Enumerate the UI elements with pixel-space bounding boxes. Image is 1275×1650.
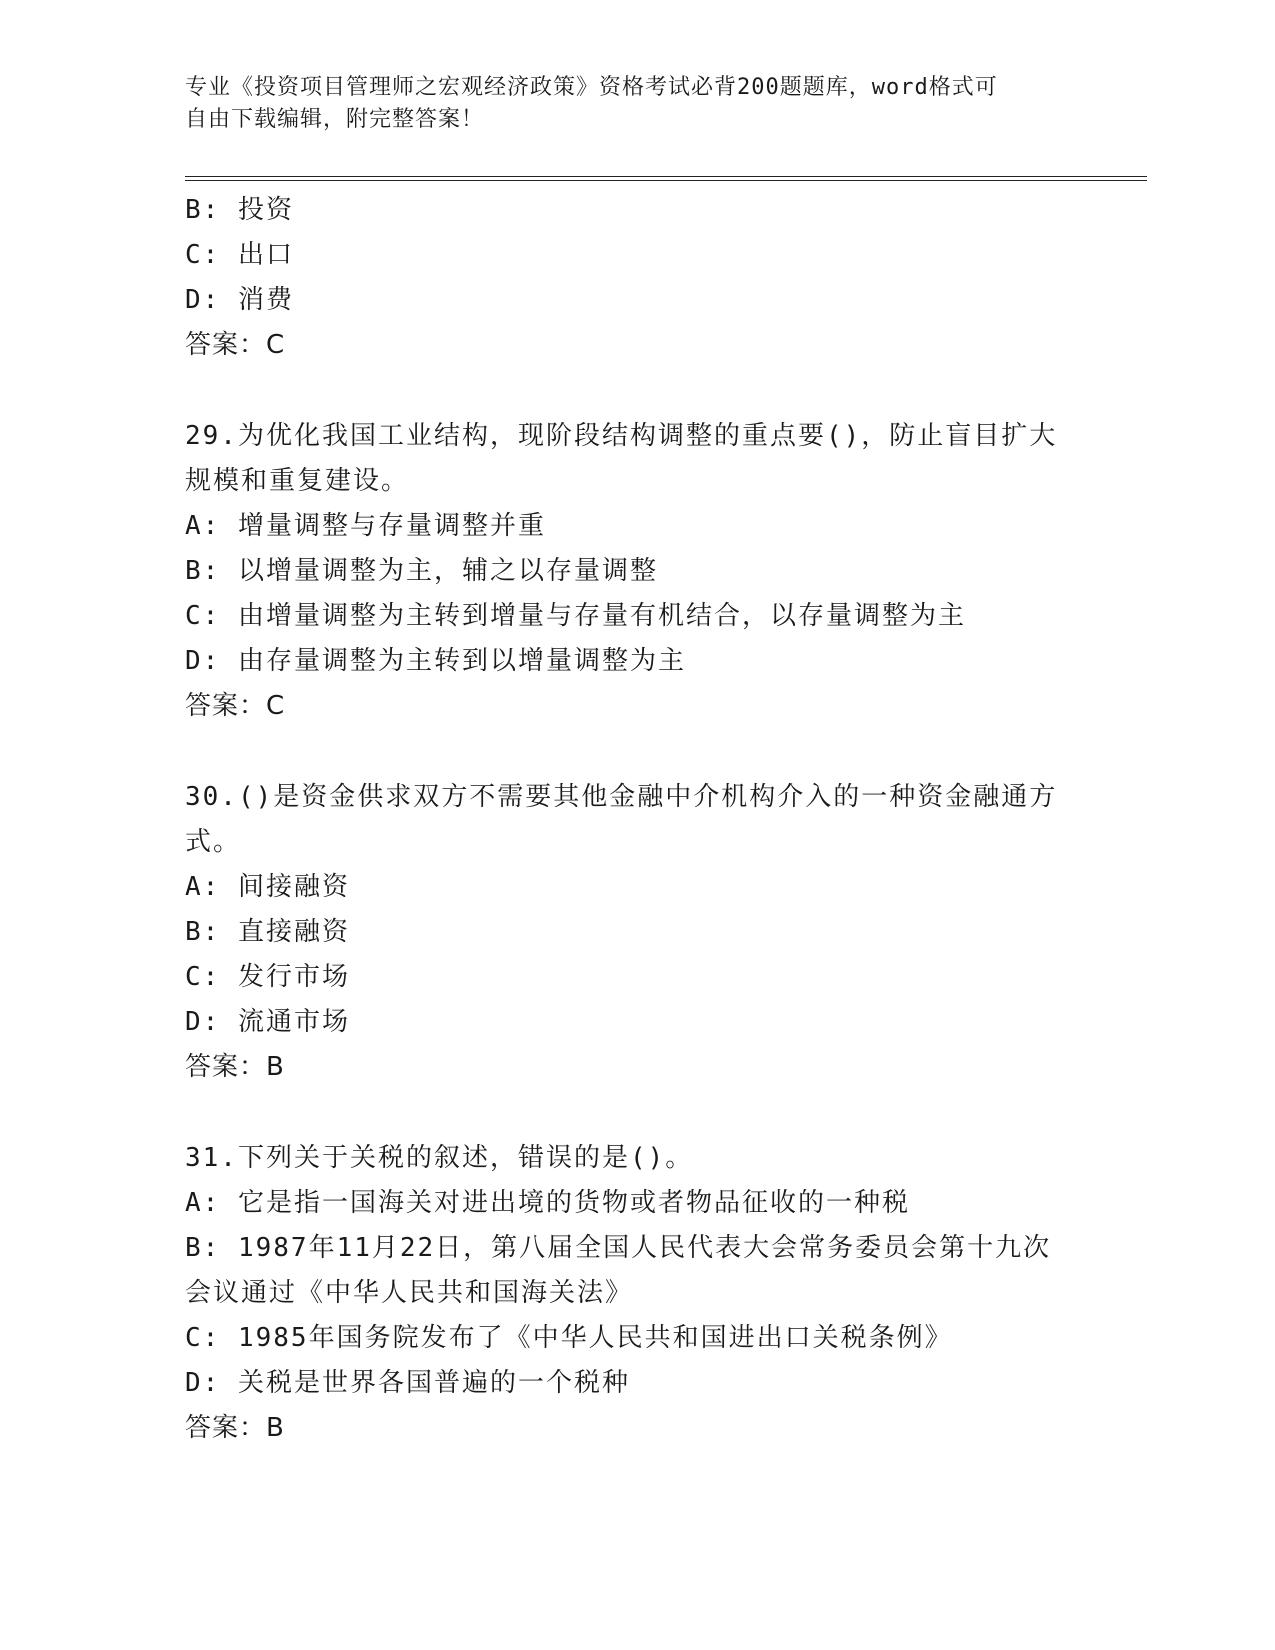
question-30 <box>185 775 1085 1090</box>
option-b: B: 直接融资 <box>185 917 350 947</box>
option-a: A: 间接融资 <box>185 872 350 902</box>
answer: 答案：B <box>185 1413 285 1443</box>
option-c: C: 1985年国务院发布了《中华人民共和国进出口关税条例》 <box>185 1323 953 1353</box>
option-a: A: 它是指一国海关对进出境的货物或者物品征收的一种税 <box>185 1188 910 1218</box>
option-c: C: 出口 <box>185 240 294 270</box>
document-header <box>185 72 1065 136</box>
option-b: B: 以增量调整为主，辅之以存量调整 <box>185 556 658 586</box>
answer: 答案：B <box>185 1052 285 1082</box>
option-d: D: 由存量调整为主转到以增量调整为主 <box>185 646 686 676</box>
option-a: A: 增量调整与存量调整并重 <box>185 511 546 541</box>
header-divider <box>185 176 1147 181</box>
question-stem-line-2: 式。 <box>185 827 242 857</box>
option-d: D: 消费 <box>185 285 294 315</box>
question-list <box>185 188 1085 1451</box>
header-line-1: 专业《投资项目管理师之宏观经济政策》资格考试必背200题题库，word格式可 <box>185 75 998 100</box>
question-31 <box>185 1136 1085 1451</box>
answer: 答案：C <box>185 691 286 721</box>
option-d: D: 关税是世界各国普遍的一个税种 <box>185 1368 630 1398</box>
question-stem-line-1: 30.()是资金供求双方不需要其他金融中介机构介入的一种资金融通方 <box>185 782 1058 812</box>
question-stem: 31.下列关于关税的叙述，错误的是()。 <box>185 1143 694 1173</box>
option-c: C: 由增量调整为主转到增量与存量有机结合，以存量调整为主 <box>185 601 966 631</box>
question-29 <box>185 414 1085 729</box>
question-stem-line-1: 29.为优化我国工业结构，现阶段结构调整的重点要()，防止盲目扩大 <box>185 421 1058 451</box>
question-stem-line-2: 规模和重复建设。 <box>185 466 410 496</box>
header-line-2: 自由下载编辑，附完整答案！ <box>185 107 485 132</box>
answer: 答案：C <box>185 330 286 360</box>
option-c: C: 发行市场 <box>185 962 350 992</box>
option-b: B: 投资 <box>185 195 294 225</box>
option-d: D: 流通市场 <box>185 1007 350 1037</box>
option-b-line-2: 会议通过《中华人民共和国海关法》 <box>185 1278 634 1308</box>
option-b-line-1: B: 1987年11月22日，第八届全国人民代表大会常务委员会第十九次 <box>185 1233 1052 1263</box>
question-28 <box>185 188 1085 368</box>
